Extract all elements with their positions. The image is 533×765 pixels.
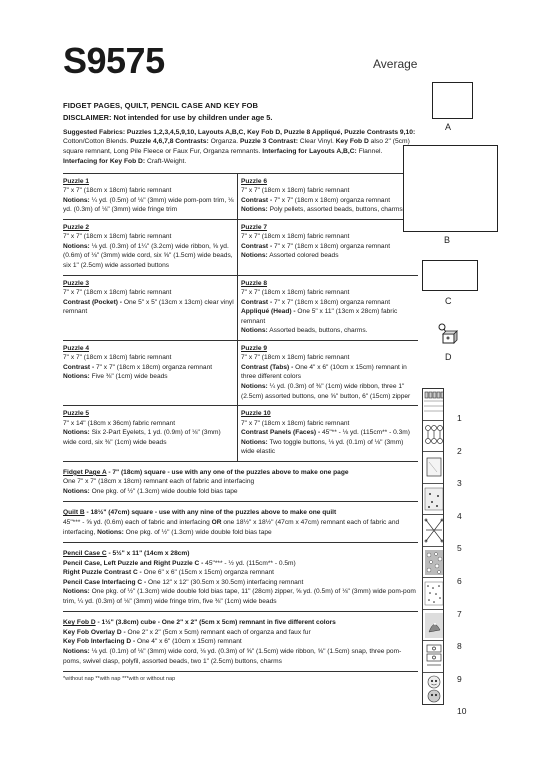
puzzle-line: 7" x 7" (18cm x 18cm) fabric remnant — [63, 289, 172, 297]
suggested-fabrics: Suggested Fabrics: Puzzles 1,2,3,4,5,9,10, Layouts A,B,C, Key Fob D, Puzzle 8 Appliqué, Puzzle Contrasts 9,10: Cotton/Cotton Blends. Puzzle 4,6,7,8 Contrasts: Organza. Puzzle 3 Contrast: Clear Vinyl. Key Fob D also 2" (5cm) square remnant, Long Pile Fleece or Faux Fur, Organza remnants. Interfacing for Layouts A,B,C: Flannel. Interfacing for Key Fob D: Craft-Weight. — [63, 128, 416, 165]
puzzle-1-thumb — [423, 389, 443, 421]
puzzle-cell — [63, 341, 237, 406]
puzzle-title: Puzzle 4 — [63, 344, 90, 352]
puzzle-line: 7" x 7" (18cm x 18cm) fabric remnant — [241, 187, 350, 195]
nap-footnote: *without nap **with nap ***with or without nap — [63, 676, 176, 683]
pencil-case-section: Pencil Case C - 5½" x 11" (14cm x 28cm) Pencil Case, Left Puzzle and Right Puzzle C - 45"*** - ½ yd. (115cm** - 0.5m) Right Puzzle Contrast C - One 6" x 6" (15cm x 15cm) organza remnant Pencil Case Interfacing C - One 12" x 12" (30.5cm x 30.5cm) interfacing remnant Notions: One pkg. of ½" (1.3cm) wide double fold bias tape, 11" (28cm) zipper, ⅝ yd. (0.5m) of ⅛" (3mm) wide pom-pom trim, ¼ yd. (0.3m) of ⅛" (3mm) wide fringe trim, five ⅜" (1cm) wide beads — [63, 543, 418, 612]
puzzle-3-thumb — [423, 452, 443, 484]
puzzle-line: 7" x 7" (18cm x 18cm) fabric remnant — [241, 419, 350, 427]
puzzle-number-label: 4 — [457, 510, 462, 521]
puzzle-line: Contrast - 7" x 7" (18cm x 18cm) organza remnant — [241, 242, 391, 250]
puzzle-cell — [63, 220, 237, 276]
puzzle-line: Contrast - 7" x 7" (18cm x 18cm) organza remnant — [241, 196, 391, 204]
pattern-number: S9575 — [63, 40, 165, 81]
puzzle-line: Notions: Two toggle buttons, ⅛ yd. (0.1m) of ⅛" (3mm) wide elastic — [241, 438, 404, 456]
pattern-subtitle: FIDGET PAGES, QUILT, PENCIL CASE AND KEY FOB — [63, 101, 259, 110]
puzzle-line: Notions: Assorted beads, buttons, charms. — [241, 327, 368, 335]
puzzle-title: Puzzle 10 — [241, 410, 271, 418]
puzzle-line: Notions: ⅛ yd. (0.3m) of 1¼" (3.2cm) wide ribbon, ⅝ yd. (0.6m) of ⅛" (3mm) wide cord, six ⅝" (1.5cm) wide beads, six 1" (2.5cm) wide assorted buttons — [63, 242, 233, 269]
puzzle-line: 7" x 7" (18cm x 18cm) fabric remnant — [241, 233, 350, 241]
puzzle-9-thumb — [423, 641, 443, 673]
puzzle-title: Puzzle 2 — [63, 223, 90, 231]
puzzle-line: Notions: Assorted colored beads — [241, 252, 339, 260]
puzzle-8-thumb — [423, 610, 443, 642]
puzzle-cell — [63, 174, 237, 220]
puzzle-number-label: 3 — [457, 478, 462, 489]
puzzle-2-thumb — [423, 421, 443, 453]
puzzle-number-label: 7 — [457, 608, 462, 619]
puzzle-number-label: 8 — [457, 641, 462, 652]
view-b-drawing — [403, 145, 498, 232]
view-b-label: B — [444, 235, 451, 245]
puzzle-line: Notions: ¼ yd. (0.5m) of ⅛" (3mm) wide pom-pom trim, ⅛ yd. (0.3m) of ⅛" (3mm) wide fringe trim — [63, 196, 234, 214]
puzzle-cell — [237, 220, 418, 276]
puzzle-line: 7" x 7" (18cm x 18cm) fabric remnant — [63, 233, 172, 241]
puzzle-line: 7" x 7" (18cm x 18cm) fabric remnant — [63, 187, 172, 195]
puzzle-thumbnail-strip — [422, 388, 444, 705]
puzzle-line: Notions: ¼ yd. (0.3m) of ⅜" (1cm) wide ribbon, three 1" (2.5cm) assorted buttons, one ⅝" button, 6" (15cm) zipper — [241, 383, 411, 400]
puzzle-line: Contrast - 7" x 7" (18cm x 18cm) organza remnant — [241, 298, 391, 306]
puzzle-cell — [237, 341, 418, 406]
puzzle-line: 7" x 7" (18cm x 18cm) fabric remnant — [241, 289, 350, 297]
puzzle-line: Appliqué (Head) - One 5" x 11" (13cm x 28cm) fabric remnant — [241, 308, 398, 325]
key-fob-icon — [436, 322, 458, 348]
puzzle-number-label: 1 — [457, 413, 462, 423]
puzzle-6-thumb — [423, 547, 443, 579]
puzzle-cell — [237, 406, 418, 462]
puzzle-line: Notions: Poly pellets, assorted beads, buttons, charms — [241, 206, 403, 214]
disclaimer: DISCLAIMER: Not intended for use by children under age 5. — [63, 113, 273, 122]
puzzle-title: Puzzle 7 — [241, 223, 268, 231]
puzzle-number-label: 10 — [457, 706, 467, 717]
view-c-label: C — [445, 296, 452, 306]
puzzle-line: Notions: Six 2-Part Eyelets, 1 yd. (0.9m) of ⅛" (3mm) wide cord, six ⅜" (1cm) wide beads — [63, 429, 221, 446]
fidget-page-section: Fidget Page A - 7" (18cm) square - use with any one of the puzzles above to make one page One 7" x 7" (18cm x 18cm) remnant each of fabric and interfacing Notions: One pkg. of ½" (1.3cm) wide double fold bias tape — [63, 462, 418, 503]
puzzle-line: Contrast (Pocket) - One 5" x 5" (13cm x 13cm) clear vinyl remnant — [63, 298, 234, 316]
skill-level: Average — [373, 57, 418, 71]
puzzle-4-thumb — [423, 484, 443, 516]
puzzle-5-thumb — [423, 515, 443, 547]
puzzle-line: Contrast Panels (Faces) - 45"** - ⅛ yd. (115cm** - 0.3m) — [241, 429, 410, 437]
puzzle-number-label: 5 — [457, 543, 462, 554]
puzzle-number-label: 6 — [457, 576, 462, 586]
puzzle-cell — [63, 276, 237, 341]
view-c-drawing — [422, 260, 478, 291]
puzzle-7-thumb — [423, 578, 443, 610]
requirements-panel — [63, 100, 418, 683]
puzzle-title: Puzzle 3 — [63, 279, 90, 287]
puzzle-cell — [237, 276, 418, 341]
puzzle-line: Contrast - 7" x 7" (18cm x 18cm) organza remnant — [63, 363, 213, 371]
view-a-drawing — [432, 82, 473, 119]
puzzle-title: Puzzle 6 — [241, 177, 268, 185]
puzzle-line: 7" x 7" (18cm x 18cm) fabric remnant — [241, 354, 350, 362]
puzzle-cell — [63, 406, 237, 462]
puzzle-10-thumb — [423, 673, 443, 705]
puzzle-number-label: 9 — [457, 673, 462, 684]
view-a-label: A — [445, 122, 452, 132]
puzzle-line: Notions: Five ⅜" (1cm) wide beads — [63, 373, 168, 381]
puzzle-title: Puzzle 9 — [241, 344, 268, 352]
puzzle-cell — [237, 174, 418, 220]
puzzle-title: Puzzle 1 — [63, 177, 90, 185]
puzzle-line: 7" x 14" (18cm x 36cm) fabric remnant — [63, 419, 176, 427]
puzzle-title: Puzzle 5 — [63, 410, 90, 418]
puzzle-number-label: 2 — [457, 445, 462, 456]
puzzle-line: Contrast (Tabs) - One 4" x 6" (10cm x 15cm) remnant in three different colors — [241, 363, 407, 381]
puzzle-title: Puzzle 8 — [241, 279, 268, 287]
quilt-section: Quilt B - 18½" (47cm) square - use with any nine of the puzzles above to make one quilt 45"*** - ⅝ yd. (0.6m) each of fabric and interfacing OR one 18½" x 18½" (47cm x 47cm) remnant each of fabric and interfacing, Notions: One pkg. of ½" (1.3cm) wide double fold bias tape — [63, 502, 418, 543]
view-d-label: D — [445, 352, 452, 362]
key-fob-section: Key Fob D - 1½" (3.8cm) cube - One 2" x 2" (5cm x 5cm) remnant in five different colors Key Fob Overlay D - One 2" x 2" (5cm x 5cm) remnant each of organza and faux fur Key Fob Interfacing D - One 4" x 6" (10cm x 15cm) remnant Notions: ⅛ yd. (0.1m) of ⅛" (3mm) wide cord, ⅛ yd. (0.3m) of ⅝" (1.5cm) wide ribbon, ⅝" (1.5cm) snap, three pom-poms, swivel clasp, polyfil, assorted beads, two 1" (2.5cm) buttons, charms — [63, 612, 418, 672]
puzzle-grid — [63, 173, 418, 462]
puzzle-line: 7" x 7" (18cm x 18cm) fabric remnant — [63, 354, 172, 362]
